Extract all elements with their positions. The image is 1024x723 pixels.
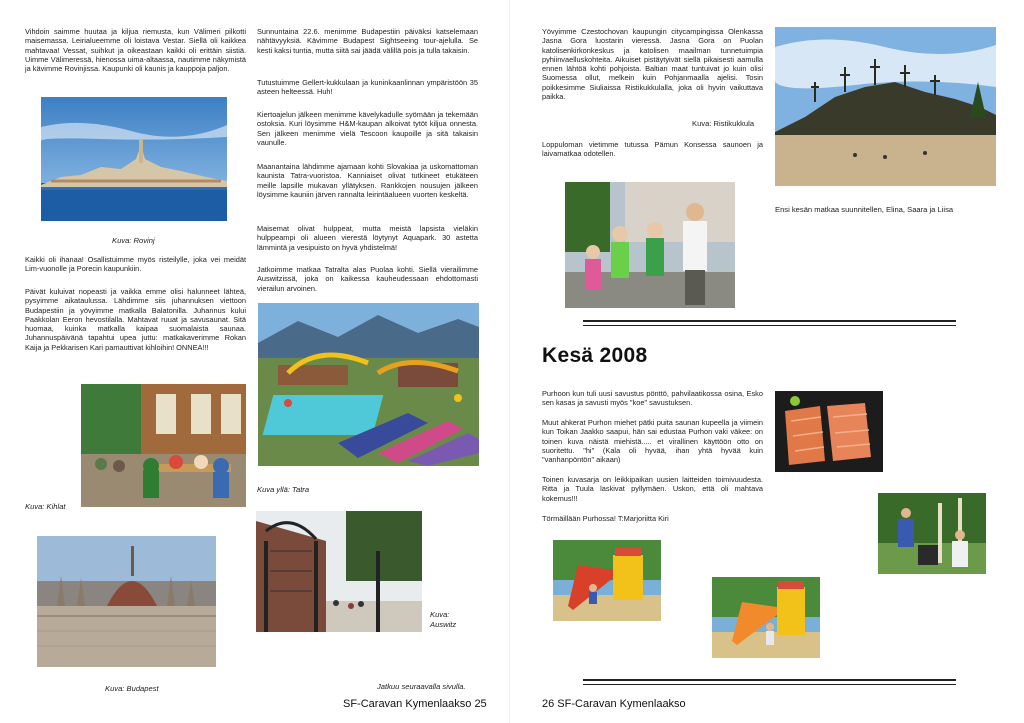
rovinj-paragraph: Vihdoin saimme huutaa ja kiljua riemusta, kun Välimeri pilkotti maisemassa. Leirialueemme oli loistava Vestar. Siellä oli kaikkea mahtavaa! Vessat, suihkut ja oikeastaan kaikki oli erittäin siistiä. Uimme Välimeressä, hienossa uima-altaassa, nautimme näkymistä ja kävimme Rovinjissa. Kaupunki oli kaunis ja kauppoja paljon. bbox=[25, 27, 246, 74]
section-title: Kesä 2008 bbox=[542, 344, 648, 367]
page-gutter bbox=[509, 0, 510, 723]
signature-paragraph: Törmäillään Purhossa! T:Marjoriitta Kiri bbox=[542, 514, 669, 523]
purho-men-photo bbox=[878, 493, 986, 574]
section-divider-bottom-thin bbox=[583, 684, 956, 685]
playground-paragraph: Toinen kuvasarja on leikkipaikan uusien laitteiden toimivuudesta. Ritta ja Tuula laskivat pyllymäen. Uskon, että oli mahtava kokemus!!! bbox=[542, 475, 763, 503]
sauna-wood-paragraph: Muut ahkerat Purhon miehet pätki puita saunan kupeella ja viimein kun Toikan Jaakko saapui, hän sai edustaa Purhon vaki väkee: on toinen kuva näistä miehistä..... et virallinen käyttöön otto on suoritettu. "hi" (Kala oli hyvää, ihan yhtä hyvää kuin "vanhanpöntön" aikaan) bbox=[542, 418, 763, 465]
caption-budapest: Kuva: Budapest bbox=[105, 684, 159, 693]
caption-ristikukkula: Kuva: Ristikukkula bbox=[692, 119, 755, 128]
midsummer-paragraph: Päivät kuluivat nopeasti ja vaikka emme olisi halunneet lähteä, pysyimme aikataulussa. Lähdimme siis juhannuksen viettoon Budapestiin ja yövyimme matkalla Balatonilla. Juhannus kului Paakkolan Eeron hevostilalla. Mahtavat ruuat ja savusaunat. Sitä huomaa, kuinka matkalla kaipaa suomalaista saunaa. Juhannuspäivänä tapahtui upea juttu: matkakaverimme Rokan Kaija ja Pekkarisen Kari pamauttivat kihloihin! ONNEA!!! bbox=[25, 287, 246, 352]
shopping-paragraph: Kiertoajelun jälkeen menimme kävelykadulle syömään ja tekemään ostoksia. Kuri löysimme H&M-kaupan alkoivat tytöt kiljua onnesta. Sen jälkeen menimme vielä Tescoon kaupoille ja sitä takaisin vaunulle. bbox=[257, 110, 478, 147]
ristikukkula-photo bbox=[775, 27, 996, 186]
caption-kihlat: Kuva: Kihlat bbox=[25, 502, 66, 511]
poland-paragraph: Jatkoimme matkaa Tatralta alas Puolaa kohti. Siellä vierailimme Auswitzissä, joka on kaikessa kauheudessaan ehdottomasti vierailun arvoinen. bbox=[257, 265, 478, 293]
aquapark-paragraph: Maisemat olivat hulppeat, mutta meistä lapsista vieläkin hulppeampi oli alueen vierestä löytynyt Aquapark. 30 astetta lämmintä ja vesipuisto on hyvä yhdistelmä! bbox=[257, 224, 478, 252]
caption-suunnittelija: Ensi kesän matkaa suunnitellen, Elina, Saara ja Liisa bbox=[775, 205, 954, 214]
smoker-paragraph: Purhoon kun tuli uusi savustus pönttö, pahvilaatikossa osina, Esko sen kasas ja savusti myös "koe" savustuksen. bbox=[542, 389, 763, 408]
tatra-photo bbox=[258, 303, 479, 466]
vacation-end-paragraph: Loppuloman vietimme tutussa Pämun Konsessa saunoen ja laivamatkaa odotellen. bbox=[542, 140, 763, 159]
smoked-fish-photo bbox=[775, 391, 883, 472]
continues-note: Jatkuu seuraavalla sivulla. bbox=[377, 682, 466, 691]
czestochowa-paragraph: Yövyimme Czestochovan kaupungin citycampingissa Olenkassa Jasna Gora luostarin vieressä. Jasna Gora on Puolan katolisenkirkonkeskus ja katolisen maailman tunnetuimpia pyhiinvaelluskohteita. Aikuiset pistäytyivät siellä pikaisesti aamulla ennen lähtöä kohti pohjoista. Baltian maat tuntuivat jo kuin olisi Suomessa ollut, melkein kuin Pohjanmaalla ajelisi. Tosin poikkesimme Siuliaissa Ristikukkulalla, joka oli hyvin vaikuttava paikka. bbox=[542, 27, 763, 102]
rovinj-photo bbox=[41, 97, 227, 221]
caption-rovinj: Kuva: Rovinj bbox=[112, 236, 155, 245]
playground-photo-1 bbox=[553, 540, 661, 621]
section-divider-top-thin bbox=[583, 325, 956, 326]
budapest-sightseeing-paragraph: Sunnuntaina 22.6. menimme Budapestiin päiväksi katselemaan nähtävyyksiä. Kävimme Budapest Sightseeing tour-ajelulla. Se kesti kaksi tuntia, mutta siitä sai jäädä välillä pois ja tulla takaisin. bbox=[257, 27, 478, 55]
gellert-paragraph: Tutustuimme Gellert-kukkulaan ja kuninkaanlinnan ympäristöön 35 asteen helteessä. Huh! bbox=[257, 78, 478, 97]
kihlat-photo bbox=[81, 384, 246, 507]
auswitz-photo bbox=[256, 511, 422, 632]
caption-tatra: Kuva yllä: Tatra bbox=[257, 485, 310, 494]
caption-auswitz: Kuva: Auswitz bbox=[430, 610, 457, 629]
slovakia-paragraph: Maanantaina lähdimme ajamaan kohti Slovakiaa ja uskomattoman kaunista Tatra-vuoristoa. Kanniaiset olivat tutkineet etukäteen meille lapsille mukavan yllätyksen. Rankkojen nousujen jälkeen löysimme kauniin järven rannalta leirintäalueen vuorten keskeltä. bbox=[257, 162, 478, 199]
section-divider-bottom bbox=[583, 679, 956, 681]
left-page-footer: SF-Caravan Kymenlaakso 25 bbox=[343, 698, 487, 710]
budapest-photo bbox=[37, 536, 216, 667]
cruise-paragraph: Kaikki oli ihanaa! Osallistuimme myös risteilylle, joka vei meidät Lim-vuonolle ja Porecin kaupunkiin. bbox=[25, 255, 246, 274]
girls-planning-photo bbox=[565, 182, 735, 308]
section-divider-top bbox=[583, 320, 956, 322]
playground-photo-2 bbox=[712, 577, 820, 658]
right-page-footer: 26 SF-Caravan Kymenlaakso bbox=[542, 698, 686, 710]
